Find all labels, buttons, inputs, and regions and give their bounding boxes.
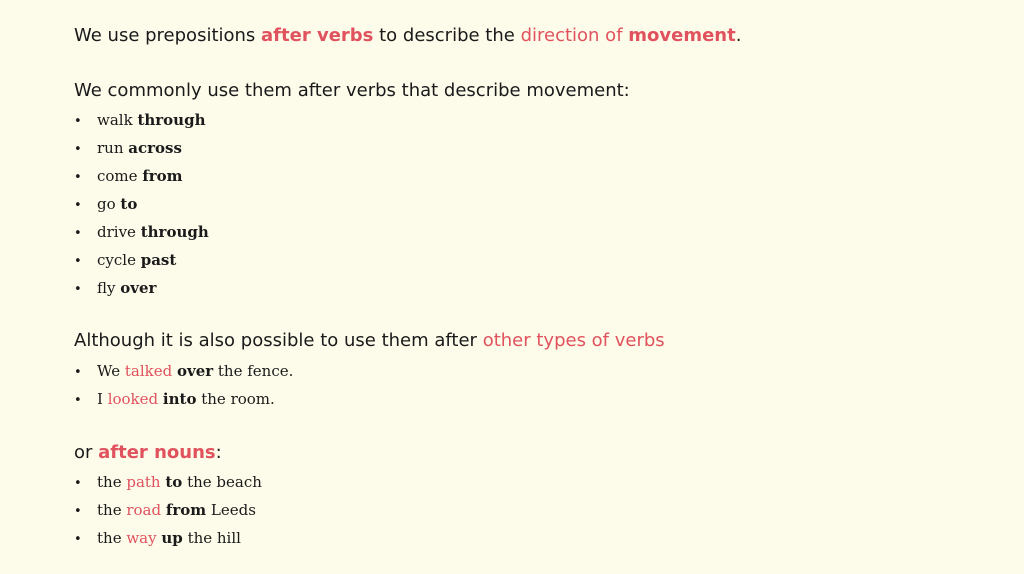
intro-text: We use prepositions [74, 25, 262, 46]
text: the [97, 501, 127, 519]
noun-highlight: road [126, 501, 162, 519]
list-item [74, 138, 182, 160]
verb-text: go [97, 195, 121, 213]
bullet-icon: • [74, 114, 82, 129]
bullet-icon: • [74, 142, 82, 157]
text: the [97, 529, 127, 547]
preposition-text: over [176, 362, 214, 380]
list-item [74, 194, 137, 216]
bullet-icon: • [74, 170, 82, 185]
intro-highlight-after-verbs: after verbs [261, 25, 374, 46]
preposition-text: through [140, 223, 209, 241]
list-item [74, 222, 209, 244]
bullet-icon: • [74, 504, 82, 519]
verb-text: come [97, 167, 143, 185]
list-item [74, 110, 205, 132]
list-item [74, 389, 275, 411]
preposition-text: to [120, 195, 138, 213]
bullet-icon: • [74, 365, 82, 380]
verb-highlight: looked [107, 390, 159, 408]
preposition-text: to [165, 473, 183, 491]
text: I [97, 390, 108, 408]
verb-highlight: talked [124, 362, 173, 380]
section3-highlight: after nouns [98, 442, 216, 463]
section1-heading: We commonly use them after verbs that describe movement: [74, 80, 630, 101]
section3-heading [74, 442, 222, 464]
bullet-icon: • [74, 226, 82, 241]
preposition-text: over [120, 279, 157, 297]
noun-highlight: path [126, 473, 161, 491]
list-item [74, 500, 256, 522]
text: the hill [182, 529, 241, 547]
preposition-text: past [140, 251, 177, 269]
preposition-text: across [128, 139, 182, 157]
intro-text: . [735, 25, 742, 46]
text: Leeds [206, 501, 256, 519]
bullet-icon: • [74, 393, 82, 408]
intro-text: to describe the [373, 25, 521, 46]
list-item [74, 472, 262, 494]
verb-text: walk [97, 111, 138, 129]
text: the [97, 473, 127, 491]
preposition-text: from [142, 167, 183, 185]
preposition-text: up [161, 529, 183, 547]
verb-text: cycle [97, 251, 141, 269]
section2-heading-text: Although it is also possible to use them after [74, 330, 483, 351]
bullet-icon: • [74, 198, 82, 213]
list-item [74, 278, 156, 300]
preposition-text: into [162, 390, 197, 408]
section2-heading [74, 330, 665, 352]
intro-highlight-direction: direction of [520, 25, 629, 46]
section3-heading-text: : [215, 442, 222, 463]
bullet-icon: • [74, 254, 82, 269]
text: the beach [182, 473, 262, 491]
verb-text: run [97, 139, 129, 157]
verb-text: drive [97, 223, 141, 241]
preposition-text: from [165, 501, 207, 519]
bullet-icon: • [74, 532, 82, 547]
noun-highlight: way [126, 529, 157, 547]
text: the fence. [213, 362, 294, 380]
list-item [74, 361, 293, 383]
intro-line [74, 25, 741, 47]
list-item [74, 528, 241, 550]
verb-text: fly [97, 279, 121, 297]
text: the room. [196, 390, 275, 408]
section2-highlight: other types of verbs [482, 330, 665, 351]
bullet-icon: • [74, 476, 82, 491]
text: We [97, 362, 125, 380]
section3-heading-text: or [74, 442, 99, 463]
intro-highlight-movement: movement [628, 25, 736, 46]
list-item [74, 166, 183, 188]
preposition-text: through [137, 111, 206, 129]
bullet-icon: • [74, 282, 82, 297]
list-item [74, 250, 176, 272]
